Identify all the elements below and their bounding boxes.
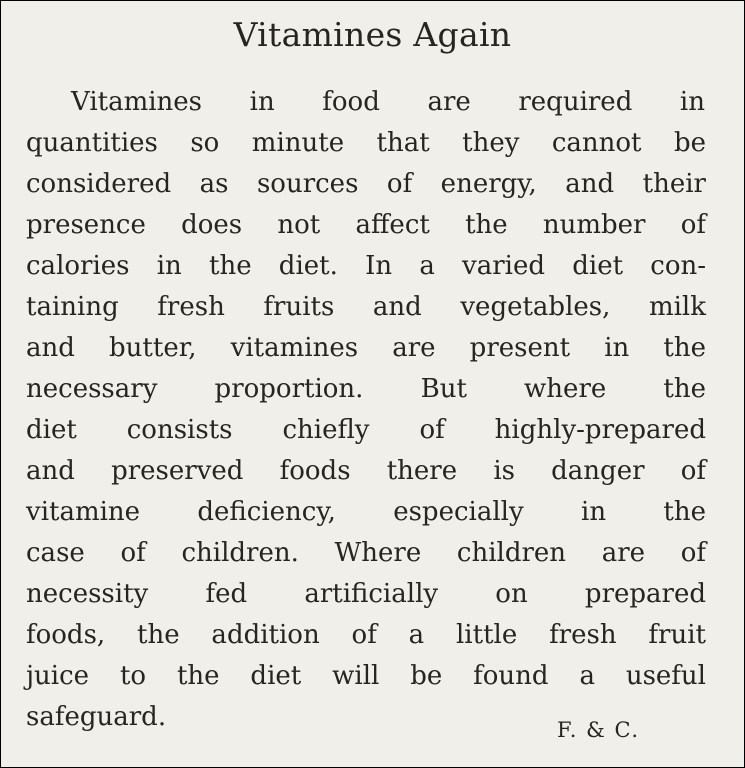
body-line-15: juice to the diet will be found a useful [26,661,706,691]
body-line-7: and butter, vitamines are present in the [26,333,706,363]
body-line-10: and preserved foods there is danger of [26,456,706,486]
body-line-11: vitamine deficiency, especially in the [26,497,706,527]
body-line-4: presence does not affect the number of [26,210,706,240]
author-signature: F. & C. [557,718,640,742]
body-line-6: taining fresh fruits and vegetables, milk [26,292,706,322]
body-line-13: necessity fed artificially on prepared [26,579,706,609]
body-line-3: considered as sources of energy, and their [26,169,706,199]
body-line-8: necessary proportion. But where the [26,374,706,404]
article-title: Vitamines Again [233,15,512,54]
body-line-12: case of children. Where children are of [26,538,706,568]
body-line-16: safeguard. [26,702,167,732]
body-line-2: quantities so minute that they cannot be [26,128,706,158]
body-line-5: calories in the diet. In a varied diet con- [26,251,706,281]
body-line-9: diet consists chiefly of highly-prepared [26,415,706,445]
body-line-1: Vitamines in food are required in [71,87,705,117]
body-line-14: foods, the addition of a little fresh fruit [26,620,706,650]
